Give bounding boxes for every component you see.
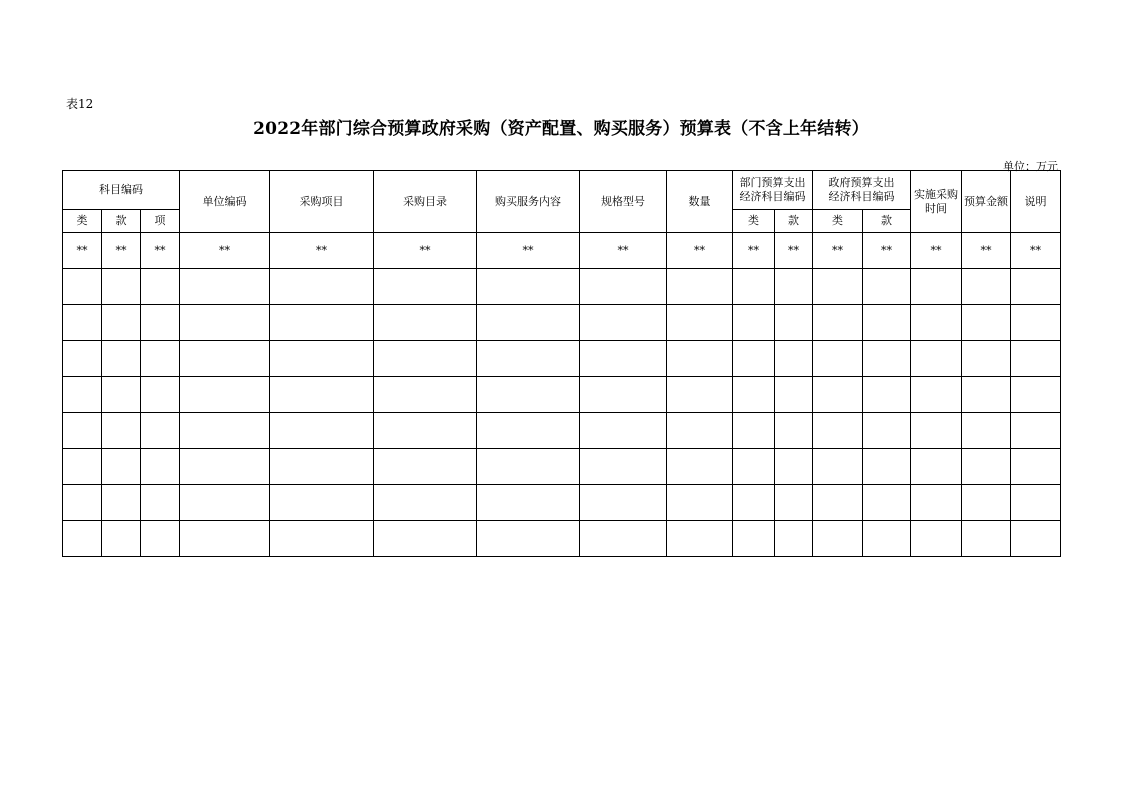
table-cell (580, 413, 667, 449)
budget-table (62, 170, 1061, 557)
marker-row (63, 233, 1061, 269)
marker-cell: ** (270, 233, 374, 269)
table-cell (477, 341, 580, 377)
table-cell (63, 377, 102, 413)
table-cell (863, 377, 911, 413)
table-cell (102, 485, 141, 521)
table-cell (775, 449, 813, 485)
table-cell (733, 449, 775, 485)
table-cell (580, 485, 667, 521)
table-cell (63, 485, 102, 521)
marker-cell: ** (813, 233, 863, 269)
marker-cell: ** (775, 233, 813, 269)
table-cell (911, 341, 962, 377)
header-impl-time (911, 171, 962, 233)
table-cell (813, 341, 863, 377)
header-dept-lei: 类 (733, 210, 775, 233)
table-cell (141, 305, 180, 341)
table-cell (477, 305, 580, 341)
table-cell (667, 305, 733, 341)
table-cell (477, 521, 580, 557)
marker-cell: ** (374, 233, 477, 269)
table-cell (1011, 269, 1061, 305)
table-cell (1011, 521, 1061, 557)
table-cell (775, 341, 813, 377)
header-subject-kuan: 款 (102, 210, 141, 233)
table-cell (911, 305, 962, 341)
table-cell (667, 377, 733, 413)
table-cell (180, 485, 270, 521)
header-dept-econ-code (733, 171, 813, 210)
table-cell (911, 377, 962, 413)
table-cell (141, 521, 180, 557)
table-cell (962, 377, 1011, 413)
table-cell (141, 485, 180, 521)
table-cell (962, 521, 1011, 557)
marker-cell: ** (580, 233, 667, 269)
table-cell (813, 269, 863, 305)
table-cell (667, 521, 733, 557)
table-cell (180, 521, 270, 557)
table-cell (102, 521, 141, 557)
marker-cell: ** (863, 233, 911, 269)
table-cell (180, 377, 270, 413)
table-cell (667, 449, 733, 485)
table-cell (270, 341, 374, 377)
table-cell (911, 269, 962, 305)
marker-cell: ** (63, 233, 102, 269)
table-cell (580, 377, 667, 413)
table-cell (775, 485, 813, 521)
table-cell (270, 413, 374, 449)
table-cell (580, 269, 667, 305)
marker-cell: ** (1011, 233, 1061, 269)
table-cell (775, 305, 813, 341)
header-remarks: 说明 (1011, 171, 1061, 233)
table-cell (667, 269, 733, 305)
table-cell (733, 377, 775, 413)
table-cell (863, 485, 911, 521)
table-cell (477, 377, 580, 413)
table-cell (270, 269, 374, 305)
table-cell (63, 269, 102, 305)
table-cell (141, 449, 180, 485)
table-cell (1011, 341, 1061, 377)
table-cell (580, 305, 667, 341)
table-cell (63, 413, 102, 449)
table-cell (180, 305, 270, 341)
table-cell (180, 449, 270, 485)
table-cell (813, 449, 863, 485)
table-cell (102, 305, 141, 341)
table-cell (733, 521, 775, 557)
marker-cell: ** (102, 233, 141, 269)
table-cell (180, 269, 270, 305)
header-quantity: 数量 (667, 171, 733, 233)
table-cell (863, 341, 911, 377)
sheet-label: 表12 (66, 97, 94, 111)
header-budget-amount: 预算金额 (962, 171, 1011, 233)
header-gov-econ-code (813, 171, 911, 210)
header-gov-econ-code-line1: 政府预算支出 (828, 176, 895, 189)
header-impl-time-line1: 实施采购 (914, 187, 958, 201)
header-gov-econ-code-line2: 经济科目编码 (828, 190, 895, 203)
header-subject-lei: 类 (63, 210, 102, 233)
table-cell (962, 413, 1011, 449)
table-cell (863, 521, 911, 557)
marker-cell: ** (141, 233, 180, 269)
table-cell (102, 341, 141, 377)
table-row (63, 449, 1061, 485)
header-subject-xiang: 项 (141, 210, 180, 233)
marker-cell: ** (911, 233, 962, 269)
table-cell (270, 449, 374, 485)
table-cell (733, 485, 775, 521)
table-cell (180, 413, 270, 449)
header-gov-lei: 类 (813, 210, 863, 233)
table-cell (911, 449, 962, 485)
table-cell (733, 341, 775, 377)
marker-cell: ** (733, 233, 775, 269)
table-cell (911, 521, 962, 557)
header-dept-kuan: 款 (775, 210, 813, 233)
marker-cell: ** (477, 233, 580, 269)
header-procurement-catalog: 采购目录 (374, 171, 477, 233)
table-row (63, 413, 1061, 449)
table-cell (270, 377, 374, 413)
header-unit-code: 单位编码 (180, 171, 270, 233)
table-cell (180, 341, 270, 377)
table-cell (141, 269, 180, 305)
table-cell (477, 413, 580, 449)
table-cell (580, 341, 667, 377)
table-cell (962, 305, 1011, 341)
table-cell (63, 449, 102, 485)
table-cell (863, 413, 911, 449)
table-cell (1011, 449, 1061, 485)
table-cell (775, 521, 813, 557)
table-cell (775, 269, 813, 305)
table-cell (775, 413, 813, 449)
marker-cell: ** (962, 233, 1011, 269)
header-spec-model: 规格型号 (580, 171, 667, 233)
table-cell (374, 341, 477, 377)
table-cell (63, 521, 102, 557)
table-cell (477, 449, 580, 485)
table-cell (813, 485, 863, 521)
table-cell (733, 269, 775, 305)
table-cell (270, 305, 374, 341)
table-cell (962, 341, 1011, 377)
table-cell (141, 413, 180, 449)
table-cell (102, 269, 141, 305)
header-row-1 (63, 171, 1061, 210)
table-cell (102, 413, 141, 449)
table-cell (813, 305, 863, 341)
table-cell (813, 521, 863, 557)
marker-cell: ** (667, 233, 733, 269)
table-cell (813, 413, 863, 449)
header-dept-econ-code-line2: 经济科目编码 (739, 190, 806, 203)
table-cell (477, 269, 580, 305)
header-gov-kuan: 款 (863, 210, 911, 233)
table-cell (374, 269, 477, 305)
table-cell (733, 413, 775, 449)
table-cell (863, 269, 911, 305)
table-cell (775, 377, 813, 413)
table-row (63, 377, 1061, 413)
table-cell (374, 521, 477, 557)
table-cell (374, 305, 477, 341)
table-cell (1011, 377, 1061, 413)
table-row (63, 341, 1061, 377)
table-cell (962, 269, 1011, 305)
table-cell (733, 305, 775, 341)
marker-cell: ** (180, 233, 270, 269)
table-row (63, 521, 1061, 557)
unit-label: 单位：万元 (1003, 160, 1058, 173)
table-cell (1011, 413, 1061, 449)
table-cell (580, 449, 667, 485)
table-cell (863, 449, 911, 485)
table-cell (911, 485, 962, 521)
table-cell (667, 485, 733, 521)
table-row (63, 269, 1061, 305)
table-cell (911, 413, 962, 449)
table-cell (63, 305, 102, 341)
table-cell (667, 413, 733, 449)
page-title: 2022年部门综合预算政府采购（资产配置、购买服务）预算表（不含上年结转） (253, 119, 869, 139)
table-cell (1011, 305, 1061, 341)
table-cell (270, 485, 374, 521)
table-cell (270, 521, 374, 557)
table-row (63, 485, 1061, 521)
header-procurement-item: 采购项目 (270, 171, 374, 233)
table-cell (667, 341, 733, 377)
table-cell (813, 377, 863, 413)
table-cell (102, 449, 141, 485)
table-row (63, 305, 1061, 341)
table-cell (374, 413, 477, 449)
table-cell (63, 341, 102, 377)
table-cell (141, 341, 180, 377)
table-cell (1011, 485, 1061, 521)
table-cell (102, 377, 141, 413)
table-cell (374, 449, 477, 485)
table-cell (141, 377, 180, 413)
header-subject-code: 科目编码 (63, 171, 180, 210)
table-cell (374, 377, 477, 413)
header-impl-time-line2: 时间 (925, 201, 947, 215)
table-cell (962, 485, 1011, 521)
table-cell (374, 485, 477, 521)
header-service-content: 购买服务内容 (477, 171, 580, 233)
table-cell (863, 305, 911, 341)
table-cell (477, 485, 580, 521)
table-cell (962, 449, 1011, 485)
header-dept-econ-code-line1: 部门预算支出 (739, 176, 806, 189)
table-cell (580, 521, 667, 557)
